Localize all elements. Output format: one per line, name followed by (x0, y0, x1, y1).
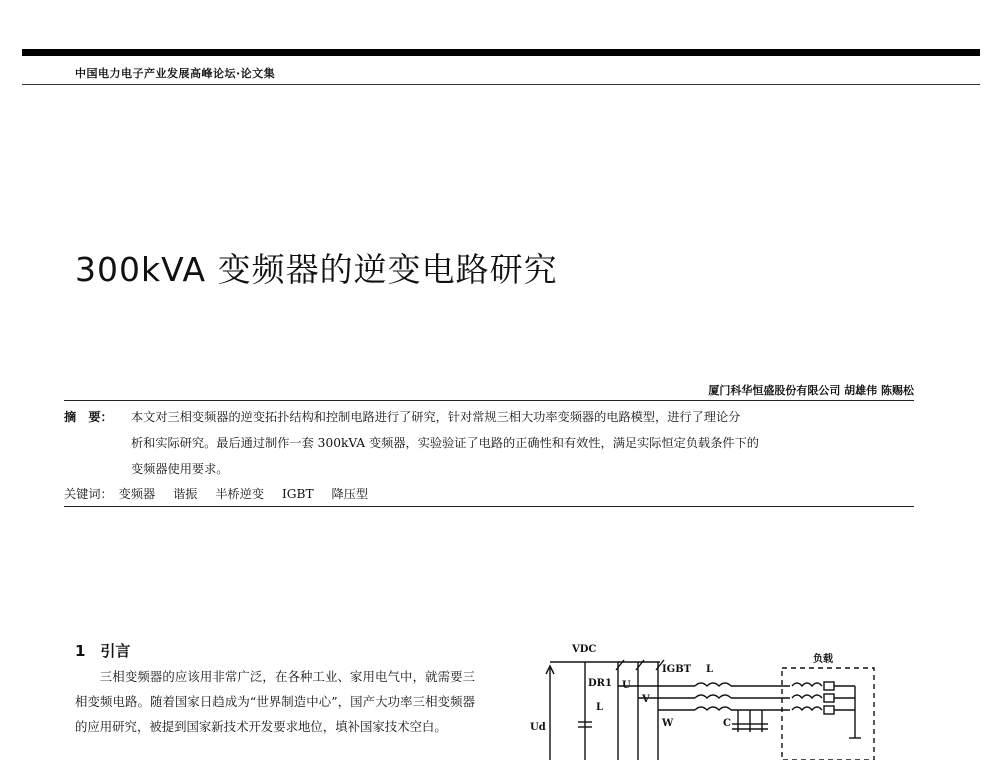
load-label: 负载 (813, 654, 833, 665)
section-heading: 1 引言 (75, 642, 131, 660)
c-label: C (723, 718, 731, 729)
abstract-label: 摘 要： (64, 410, 113, 424)
dr1-label: DR1 (588, 678, 612, 689)
ud-label: Ud (530, 722, 546, 733)
abstract-line-1: 本文对三相变频器的逆变拓扑结构和控制电路进行了研究，针对常规三相大功率变频器的电路模型，进行了理论分 (131, 410, 741, 424)
abstract-text (131, 404, 914, 482)
keywords (64, 485, 382, 502)
journal-name: 中国电力电子产业发展高峰论坛·论文集 (75, 67, 276, 80)
keyword: 半桥逆变 (215, 487, 265, 501)
l-top-label: L (706, 664, 714, 675)
abstract (64, 404, 914, 482)
header-rule-thin (22, 84, 980, 85)
keyword: 变频器 (118, 487, 156, 501)
affiliation-authors: 厦门科华恒盛股份有限公司 胡雄伟 陈赐松 (708, 384, 914, 397)
keywords-label: 关键词： (64, 487, 113, 501)
paper-title: 300kVA 变频器的逆变电路研究 (75, 250, 558, 289)
abstract-line-3: 变频器使用要求。 (131, 462, 229, 476)
u-label: U (622, 680, 631, 691)
inverter-circuit-figure (530, 638, 890, 760)
igbt-label: IGBT (662, 664, 692, 675)
keyword: IGBT (281, 487, 314, 501)
keyword: 谐振 (173, 487, 198, 501)
keyword: 降压型 (331, 487, 369, 501)
vdc-label: VDC (572, 644, 597, 655)
paragraph: 三相变频器的应该用非常广泛，在各种工业、家用电气中，就需要三相变频电路。随着国家日趋成为“世界制造中心”，国产大功率三相变频器的应用研究，被提到国家新技术开发要求地位，填补国家技术空白。 (75, 669, 475, 734)
w-label: W (662, 718, 674, 729)
l-left-label: L (596, 702, 604, 713)
section-body (75, 664, 475, 739)
v-label: V (642, 694, 650, 705)
header-rule-thick (22, 49, 980, 56)
keywords-bottom-rule (64, 506, 914, 507)
abstract-line-2: 析和实际研究。最后通过制作一套 300kVA 变频器，实验验证了电路的正确性和有效性，满足实际恒定负载条件下的 (131, 436, 759, 450)
abstract-top-rule (64, 400, 914, 401)
